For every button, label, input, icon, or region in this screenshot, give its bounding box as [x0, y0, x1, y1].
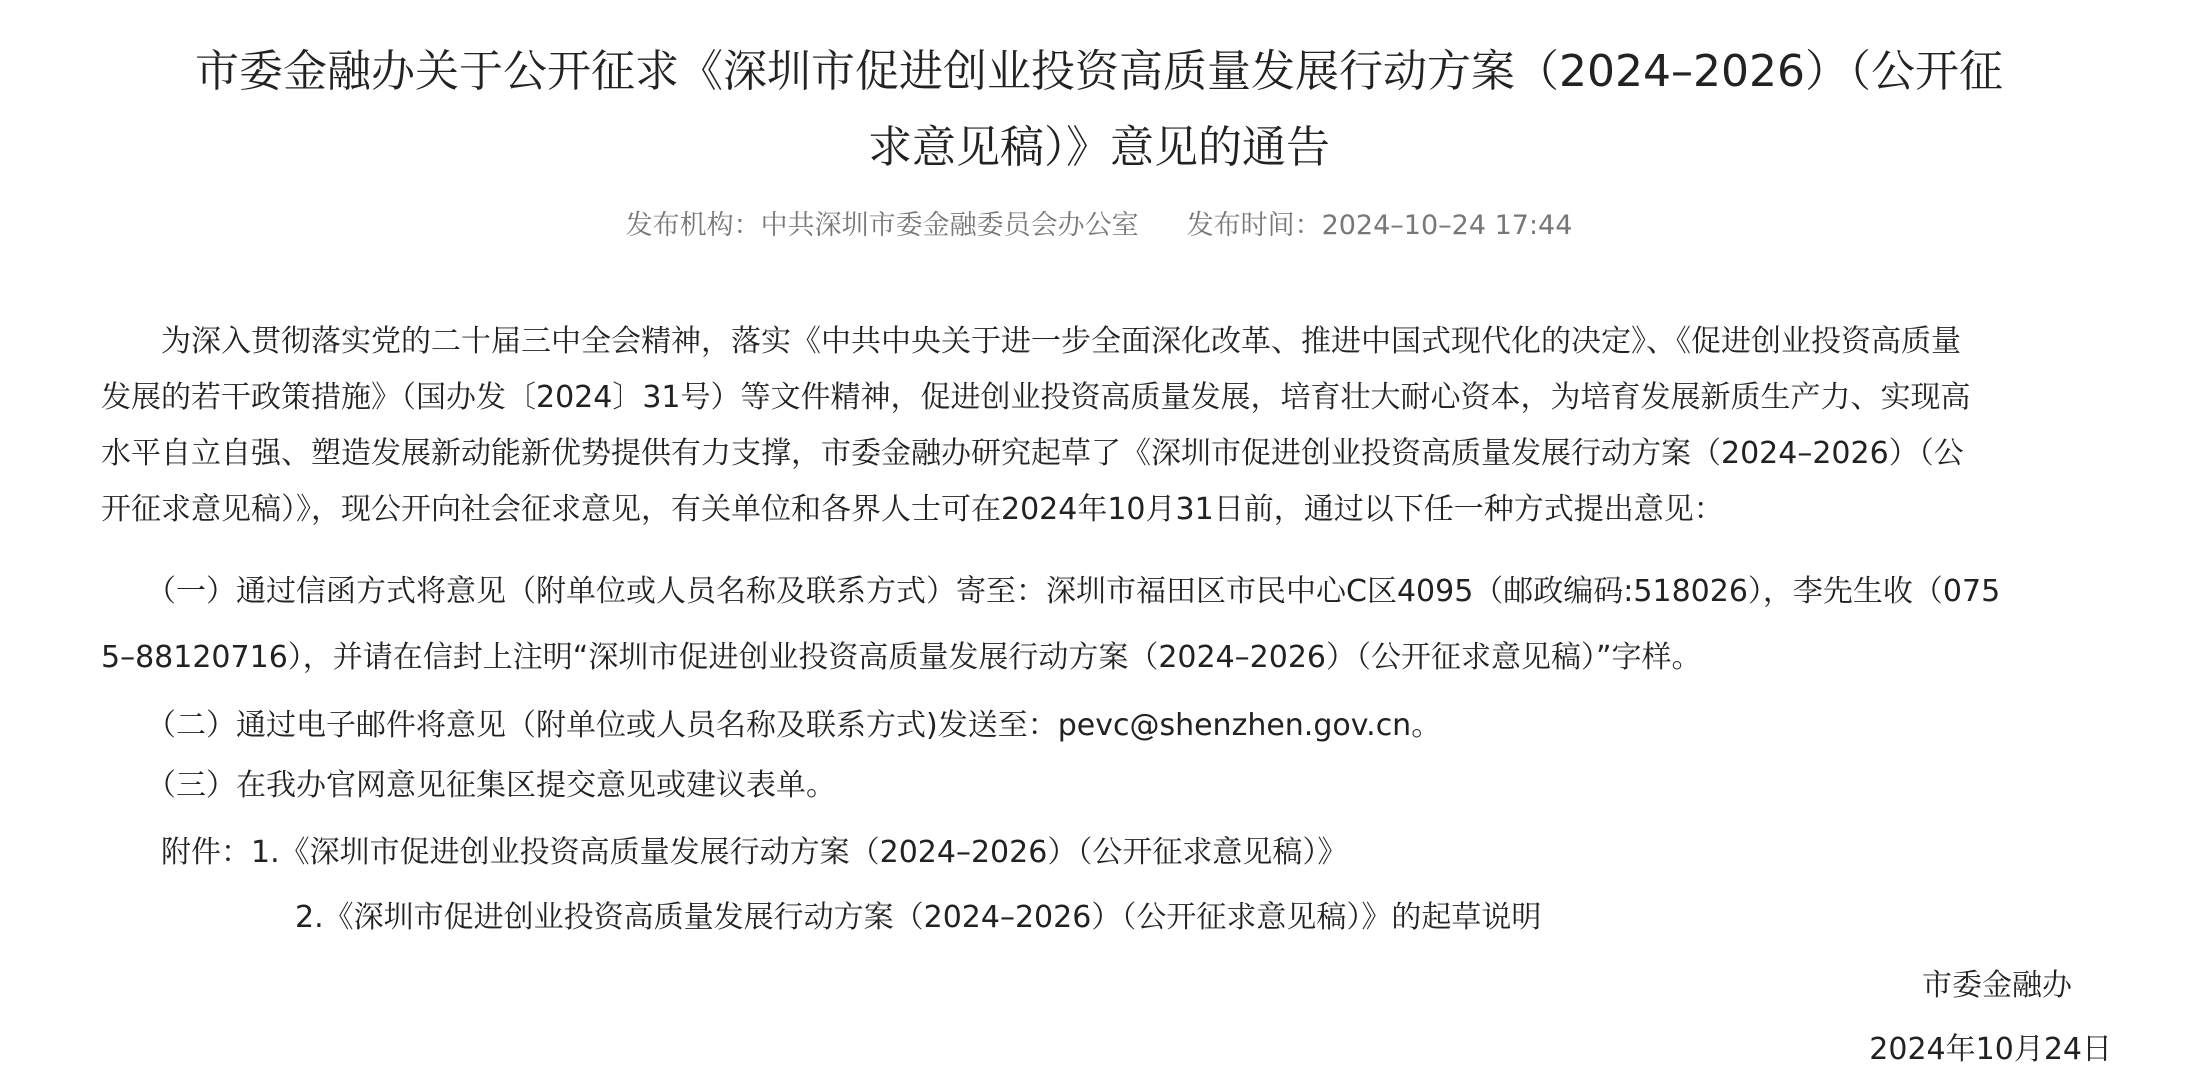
publish-time-label: 发布时间： — [1186, 210, 1322, 241]
publish-time-value: 2024–10–24 17:44 — [1321, 210, 1573, 241]
signature-date: 2024年10月24日 — [1869, 1032, 2112, 1067]
paragraph-intro-line-4: 开征求意见稿）》，现公开向社会征求意见，有关单位和各界人士可在2024年10月31日前，通过以下任一种方式提出意见： — [101, 492, 1724, 527]
publisher-value: 中共深圳市委金融委员会办公室 — [760, 210, 1139, 241]
item-three: （三）在我办官网意见征集区提交意见或建议表单。 — [101, 768, 836, 803]
paragraph-intro-line-2: 发展的若干政策措施》（国办发〔2024〕31号）等文件精神，促进创业投资高质量发展，培育壮大耐心资本，为培育发展新质生产力、实现高 — [101, 380, 1971, 415]
item-one-line-1: （一）通过信函方式将意见（附单位或人员名称及联系方式）寄至：深圳市福田区市民中心C区4095（邮政编码:518026），李先生收（075 — [101, 574, 2001, 609]
page-title-line-1: 市委金融办关于公开征求《深圳市促进创业投资高质量发展行动方案（2024–2026）（公开征 — [195, 46, 2003, 97]
publisher-label: 发布机构： — [625, 210, 761, 241]
paragraph-intro-line-3: 水平自立自强、塑造发展新动能新优势提供有力支撑，市委金融办研究起草了《深圳市促进创业投资高质量发展行动方案（2024–2026）（公 — [101, 436, 1964, 471]
paragraph-intro-line-1: 为深入贯彻落实党的二十届三中全会精神，落实《中共中央关于进一步全面深化改革、推进中国式现代化的决定》、《促进创业投资高质量 — [101, 324, 1961, 359]
attachment-1-link[interactable]: 附件：1.《深圳市促进创业投资高质量发展行动方案（2024–2026）（公开征求意见稿）》 — [101, 835, 1348, 870]
publish-meta — [0, 206, 2198, 246]
attachment-2-link[interactable]: 2.《深圳市促进创业投资高质量发展行动方案（2024–2026）（公开征求意见稿）》的起草说明 — [295, 900, 1542, 935]
signature-org: 市委金融办 — [1922, 968, 2072, 1003]
item-two: （二）通过电子邮件将意见（附单位或人员名称及联系方式)发送至：pevc@shenzhen.gov.cn。 — [101, 708, 1442, 743]
page-title-line-2: 求意见稿）》意见的通告 — [868, 122, 1330, 173]
item-one-line-2: 5–88120716），并请在信封上注明“深圳市促进创业投资高质量发展行动方案（2024–2026）（公开征求意见稿）”字样。 — [101, 640, 1702, 675]
